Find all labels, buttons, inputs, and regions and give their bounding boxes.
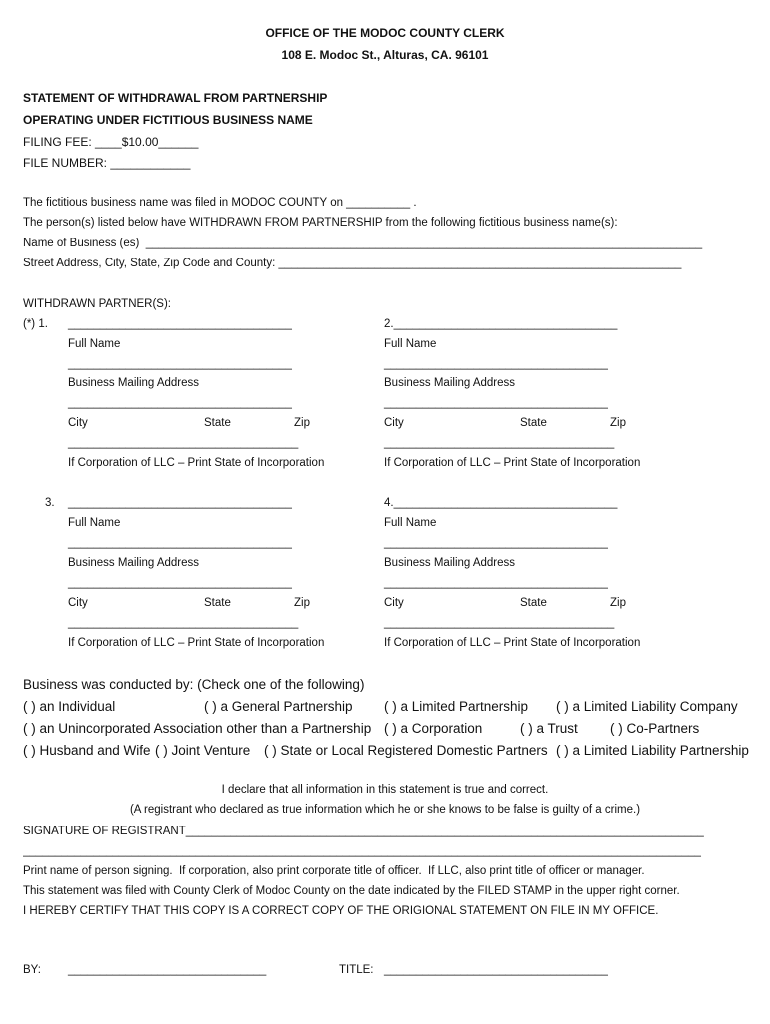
by-label: BY: — [23, 964, 41, 976]
partner-1-state-label: State — [204, 417, 231, 429]
form-title-line1: STATEMENT OF WITHDRAWAL FROM PARTNERSHIP — [23, 91, 328, 105]
partner-2-zip-label: Zip — [610, 417, 626, 429]
partner-4-mailing-blank: ___________________________________ — [384, 537, 608, 549]
by-signature-blank: _______________________________ — [68, 964, 267, 976]
partner-2-city-blank: ___________________________________ — [384, 397, 608, 409]
partner-3-full-name-label: Full Name — [68, 517, 121, 529]
option-limited-liability-partnership[interactable]: ( ) a Limited Liability Partnership — [556, 743, 749, 758]
print-name-blank-line: __________________________________________________________________________________________________________ — [23, 846, 701, 857]
partner-2-state-label: State — [520, 417, 547, 429]
business-conducted-heading: Business was conducted by: (Check one of the following) — [23, 677, 365, 692]
partner-3-city-label: City — [68, 597, 88, 609]
partner-3-corp-blank: ____________________________________ — [68, 617, 299, 629]
partner-4-mailing-label: Business Mailing Address — [384, 557, 516, 569]
option-corporation[interactable]: ( ) a Corporation — [384, 721, 483, 736]
office-name: OFFICE OF THE MODOC COUNTY CLERK — [265, 26, 505, 40]
partner-1-full-name-label: Full Name — [68, 338, 121, 350]
file-number: FILE NUMBER: ____________ — [23, 156, 191, 170]
partner-2-mailing-blank: ___________________________________ — [384, 358, 608, 370]
partner-2-city-label: City — [384, 417, 404, 429]
filing-fee: FILING FEE: ____$10.00______ — [23, 135, 199, 149]
partner-3-city-blank: ___________________________________ — [68, 577, 292, 589]
filed-in-county-line: The fictitious business name was filed in MODOC COUNTY on __________ . — [23, 197, 417, 209]
option-limited-partnership[interactable]: ( ) a Limited Partnership — [384, 699, 529, 714]
option-individual[interactable]: ( ) an Individual — [23, 699, 116, 714]
partner-1-mailing-blank: ___________________________________ — [68, 358, 292, 370]
street-address-field: Street Address, City, State, Zip Code and County: _______________________________________________________________ — [23, 258, 682, 269]
declaration-statement: I declare that all information in this statement is true and correct. — [221, 784, 549, 796]
form-title-line2: OPERATING UNDER FICTITIOUS BUSINESS NAME — [23, 113, 313, 127]
option-general-partnership[interactable]: ( ) a General Partnership — [204, 699, 353, 714]
partner-1-city-blank: ___________________________________ — [68, 397, 292, 409]
option-limited-liability-company[interactable]: ( ) a Limited Liability Company — [556, 699, 738, 714]
partner-4-corp-blank: ____________________________________ — [384, 617, 615, 629]
option-co-partners[interactable]: ( ) Co-Partners — [610, 721, 700, 736]
partner-4-zip-label: Zip — [610, 597, 626, 609]
option-state-local-domestic-partners[interactable]: ( ) State or Local Registered Domestic Partners — [264, 743, 548, 758]
partner-4-full-name-blank: 4.___________________________________ — [384, 497, 618, 509]
partner-4-city-blank: ___________________________________ — [384, 577, 608, 589]
certification-statement: I HEREBY CERTIFY THAT THIS COPY IS A CORRECT COPY OF THE ORIGIONAL STATEMENT ON FILE IN MY OFFICE. — [23, 905, 659, 917]
partner-2-corp-label: If Corporation of LLC – Print State of Incorporation — [384, 457, 641, 469]
partner-2-full-name-label: Full Name — [384, 338, 437, 350]
option-husband-and-wife[interactable]: ( ) Husband and Wife — [23, 743, 151, 758]
filed-with-county-clerk: This statement was filed with County Clerk of Modoc County on the date indicated by the FILED STAMP in the upper right corner. — [23, 885, 680, 897]
withdrawn-statement-line: The person(s) listed below have WITHDRAWN FROM PARTNERSHIP from the following fictitious business name(s): — [23, 217, 618, 229]
partner-3-marker: 3. — [45, 497, 55, 509]
title-label: TITLE: — [339, 964, 374, 976]
partner-4-full-name-label: Full Name — [384, 517, 437, 529]
partner-3-zip-label: Zip — [294, 597, 310, 609]
partner-1-corp-blank: ____________________________________ — [68, 437, 299, 449]
title-blank: ___________________________________ — [384, 964, 608, 976]
partner-4-city-label: City — [384, 597, 404, 609]
partner-1-mailing-label: Business Mailing Address — [68, 377, 200, 389]
print-name-instructions: Print name of person signing. If corporation, also print corporate title of officer. If LLC, also print title of officer or manager. — [23, 865, 645, 877]
partner-1-zip-label: Zip — [294, 417, 310, 429]
partner-2-corp-blank: ____________________________________ — [384, 437, 615, 449]
partner-1-full-name-blank: ___________________________________ — [68, 318, 292, 330]
option-trust[interactable]: ( ) a Trust — [520, 721, 578, 736]
partner-2-mailing-label: Business Mailing Address — [384, 377, 516, 389]
partner-1-city-label: City — [68, 417, 88, 429]
option-joint-venture[interactable]: ( ) Joint Venture — [155, 743, 251, 758]
partner-1-marker: (*) 1. — [23, 318, 48, 330]
office-address: 108 E. Modoc St., Alturas, CA. 96101 — [281, 48, 489, 62]
partner-3-mailing-blank: ___________________________________ — [68, 537, 292, 549]
name-of-business-field: Name of Business (es) _______________________________________________________________________________________ — [23, 238, 703, 249]
partner-4-state-label: State — [520, 597, 547, 609]
partner-3-mailing-label: Business Mailing Address — [68, 557, 200, 569]
partner-3-state-label: State — [204, 597, 231, 609]
partner-3-corp-label: If Corporation of LLC – Print State of Incorporation — [68, 637, 325, 649]
partner-1-corp-label: If Corporation of LLC – Print State of Incorporation — [68, 457, 325, 469]
withdrawn-partners-heading: WITHDRAWN PARTNER(S): — [23, 298, 172, 310]
partner-2-full-name-blank: 2.___________________________________ — [384, 318, 618, 330]
option-unincorporated-association[interactable]: ( ) an Unincorporated Association other than a Partnership — [23, 721, 372, 736]
partner-3-full-name-blank: ___________________________________ — [68, 497, 292, 509]
false-information-warning: (A registrant who declared as true information which he or she knows to be false is guilty of a crime.) — [129, 804, 641, 816]
partner-4-corp-label: If Corporation of LLC – Print State of Incorporation — [384, 637, 641, 649]
signature-of-registrant-field: SIGNATURE OF REGISTRANT_________________________________________________________________________________ — [23, 826, 704, 837]
